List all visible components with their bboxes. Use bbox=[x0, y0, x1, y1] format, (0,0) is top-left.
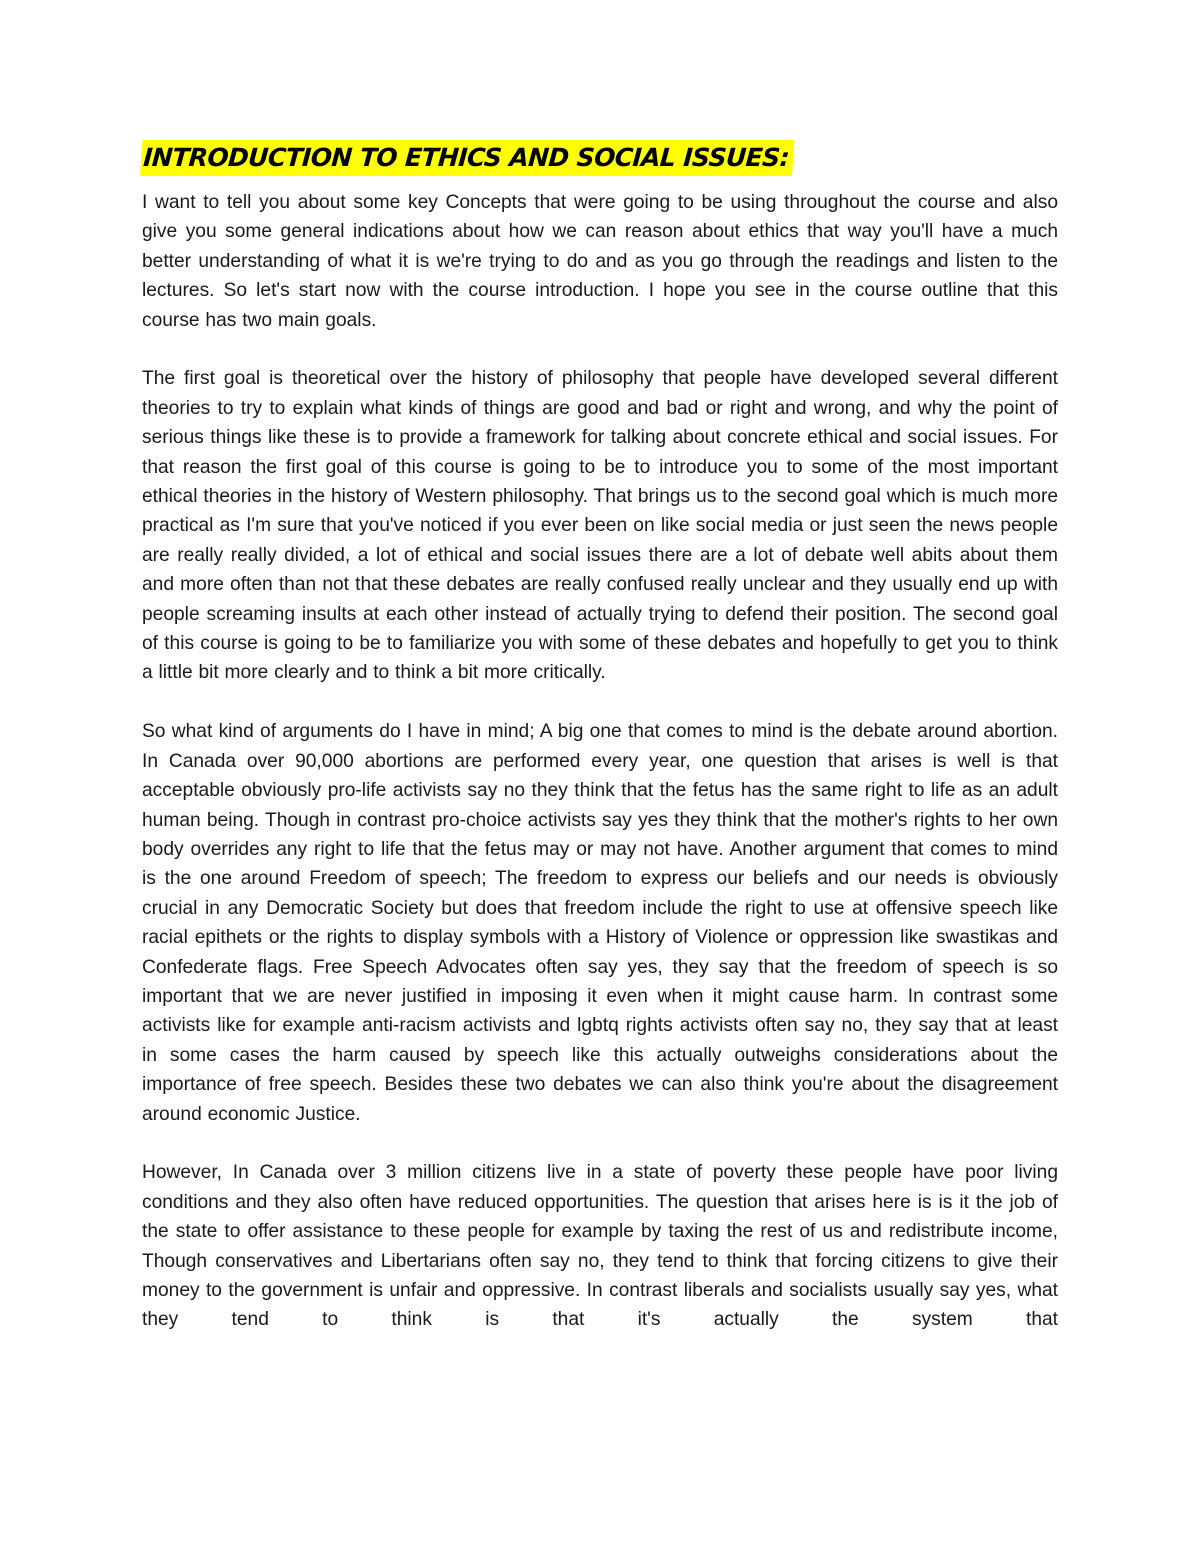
paragraph-arguments: So what kind of arguments do I have in mind; A big one that comes to mind is the debate around abortion. In Canada over 90,000 abortions are performed every year, one question that arises is well is that acceptable obviously pro-life activists say no they think that the fetus has the same right to life as an adult human being. Though in contrast pro-choice activists say yes they think that the mother's rights to her own body overrides any right to life that the fetus may or may not have. Another argument that comes to mind is the one around Freedom of speech; The freedom to express our beliefs and our needs is obviously crucial in any Democratic Society but does that freedom include the right to use at offensive speech like racial epithets or the rights to display symbols with a History of Violence or oppression like swastikas and Confederate flags. Free Speech Advocates often say yes, they say that the freedom of speech is so important that we are never justified in imposing it even when it might cause harm. In contrast some activists like for example anti-racism activists and lgbtq rights activists often say no, they say that at least in some cases the harm caused by speech like this actually outweighs considerations about the importance of free speech. Besides these two debates we can also think you're about the disagreement around economic Justice. bbox=[142, 721, 1058, 1125]
document-body bbox=[142, 140, 1058, 1364]
paragraph-intro: I want to tell you about some key Concepts that were going to be using throughout the course and also give you some general indications about how we can reason about ethics that way you'll have a much better understanding of what it is we're trying to do and as you go through the readings and listen to the lectures. So let's start now with the course introduction. I hope you see in the course outline that this course has two main goals. bbox=[142, 192, 1058, 331]
paragraph-economic-justice: However, In Canada over 3 million citizens live in a state of poverty these people have poor living conditions and they also often have reduced opportunities. The question that arises here is is it the job of the state to offer assistance to these people for example by taxing the rest of us and redistribute income, Though conservatives and Libertarians often say no, they tend to think that forcing citizens to give their money to the government is unfair and oppressive. In contrast liberals and socialists usually say yes, what they tend to think is that it's actually the system that bbox=[142, 1162, 1058, 1331]
document-title: INTRODUCTION TO ETHICS AND SOCIAL ISSUES: bbox=[140, 140, 794, 176]
paragraph-goals: The first goal is theoretical over the history of philosophy that people have developed several different theories to try to explain what kinds of things are good and bad or right and wrong, and why the point of serious things like these is to provide a framework for talking about concrete ethical and social issues. For that reason the first goal of this course is going to be to introduce you to some of the most important ethical theories in the history of Western philosophy. That brings us to the second goal which is much more practical as I'm sure that you've noticed if you ever been on like social media or just seen the news people are really really divided, a lot of ethical and social issues there are a lot of debate well abits about them and more often than not that these debates are really confused really unclear and they usually end up with people screaming insults at each other instead of actually trying to defend their position. The second goal of this course is going to be to familiarize you with some of these debates and hopefully to get you to think a little bit more clearly and to think a bit more critically. bbox=[142, 368, 1058, 684]
title-block bbox=[142, 140, 1058, 188]
